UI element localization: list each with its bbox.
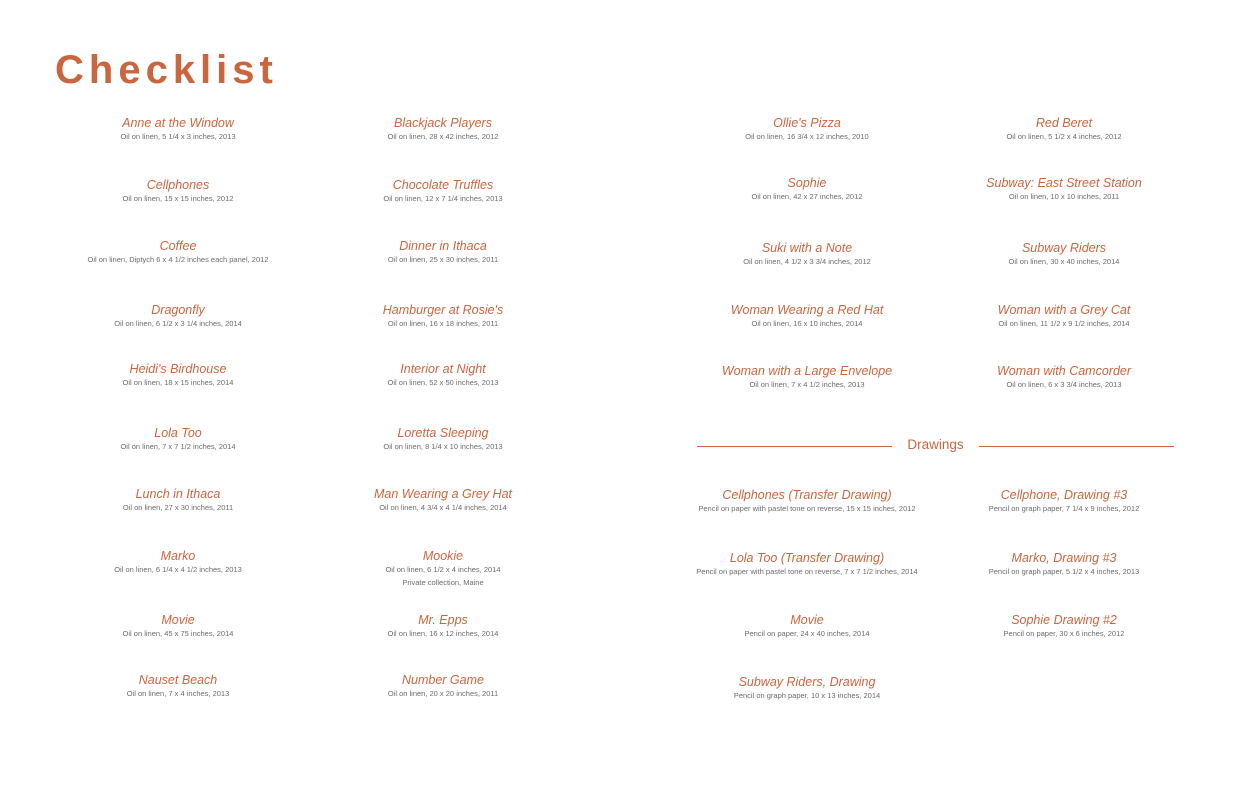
artwork-entry (293, 116, 593, 142)
artwork-title: Coffee (159, 239, 197, 253)
artwork-detail: Oil on linen, 28 x 42 inches, 2012 (387, 132, 499, 141)
artwork-title: Mr. Epps (418, 613, 468, 627)
artwork-title: Movie (161, 613, 195, 627)
artwork-title: Anne at the Window (122, 116, 234, 130)
artwork-title: Woman with Camcorder (996, 364, 1132, 378)
artwork-title: Subway Riders (1021, 241, 1107, 255)
artwork-detail: Oil on linen, 42 x 27 inches, 2012 (751, 192, 863, 201)
artwork-title: Cellphones (Transfer Drawing) (722, 488, 892, 502)
artwork-title: Dinner in Ithaca (399, 239, 487, 253)
artwork-detail: Oil on linen, 10 x 10 inches, 2011 (1008, 192, 1120, 201)
artwork-title: Movie (790, 613, 824, 627)
artwork-detail: Oil on linen, 6 1/2 x 3 1/4 inches, 2014 (114, 319, 242, 328)
divider-line-left (697, 446, 892, 447)
artwork-entry (28, 239, 328, 265)
artwork-title: Lunch in Ithaca (135, 487, 221, 501)
artwork-entry (293, 239, 593, 265)
artwork-title: Marko (160, 549, 196, 563)
artwork-title: Mookie (422, 549, 464, 563)
artwork-detail: Oil on linen, 4 1/2 x 3 3/4 inches, 2012 (743, 257, 871, 266)
artwork-entry (914, 364, 1214, 390)
artwork-title: Subway: East Street Station (986, 176, 1142, 190)
artwork-entry (293, 362, 593, 388)
artwork-entry (657, 241, 957, 267)
artwork-detail: Oil on linen, 5 1/2 x 4 inches, 2012 (1006, 132, 1122, 141)
artwork-detail: Oil on linen, 18 x 15 inches, 2014 (122, 378, 234, 387)
artwork-detail: Oil on linen, 7 x 4 inches, 2013 (126, 689, 230, 698)
artwork-detail: Oil on linen, 16 x 12 inches, 2014 (387, 629, 499, 638)
artwork-title: Loretta Sleeping (397, 426, 489, 440)
artwork-entry (28, 362, 328, 388)
artwork-title: Hamburger at Rosie's (382, 303, 504, 317)
artwork-detail: Pencil on paper, 24 x 40 inches, 2014 (744, 629, 870, 638)
divider-line-right (979, 446, 1174, 447)
artwork-entry (28, 178, 328, 204)
artwork-title: Woman with a Large Envelope (721, 364, 893, 378)
artwork-entry (657, 364, 957, 390)
artwork-detail: Oil on linen, 20 x 20 inches, 2011 (387, 689, 499, 698)
artwork-detail: Oil on linen, 12 x 7 1/4 inches, 2013 (383, 194, 503, 203)
artwork-detail: Oil on linen, 16 3/4 x 12 inches, 2010 (745, 132, 869, 141)
artwork-detail: Pencil on graph paper, 5 1/2 x 4 inches, 2013 (988, 567, 1140, 576)
artwork-detail: Oil on linen, 27 x 30 inches, 2011 (122, 503, 234, 512)
artwork-entry (657, 488, 957, 514)
artwork-detail: Oil on linen, 45 x 75 inches, 2014 (122, 629, 234, 638)
artwork-entry (657, 303, 957, 329)
artwork-entry (914, 241, 1214, 267)
artwork-entry (293, 613, 593, 639)
artwork-entry (293, 673, 593, 699)
artwork-title: Blackjack Players (394, 116, 492, 130)
artwork-detail: Oil on linen, 6 x 3 3/4 inches, 2013 (1006, 380, 1122, 389)
artwork-entry (28, 116, 328, 142)
artwork-entry (914, 551, 1214, 577)
artwork-entry (28, 426, 328, 452)
artwork-detail: Oil on linen, 11 1/2 x 9 1/2 inches, 2014 (998, 319, 1130, 328)
artwork-title: Subway Riders, Drawing (738, 675, 876, 689)
artwork-detail: Oil on linen, 25 x 30 inches, 2011 (387, 255, 499, 264)
artwork-title: Sophie (787, 176, 827, 190)
artwork-title: Suki with a Note (761, 241, 853, 255)
artwork-entry (28, 613, 328, 639)
artwork-entry (293, 178, 593, 204)
artwork-detail: Pencil on graph paper, 7 1/4 x 9 inches, 2012 (988, 504, 1140, 513)
artwork-title: Cellphone, Drawing #3 (1000, 488, 1128, 502)
artwork-detail: Oil on linen, 6 1/2 x 4 inches, 2014 (385, 565, 501, 574)
artwork-note: Private collection, Maine (402, 578, 484, 587)
artwork-detail: Oil on linen, 52 x 50 inches, 2013 (387, 378, 499, 387)
artwork-detail: Oil on linen, 7 x 4 1/2 inches, 2013 (749, 380, 865, 389)
artwork-detail: Oil on linen, 4 3/4 x 4 1/4 inches, 2014 (379, 503, 507, 512)
artwork-detail: Oil on linen, 7 x 7 1/2 inches, 2014 (120, 442, 236, 451)
artwork-entry (293, 549, 593, 588)
artwork-entry (657, 613, 957, 639)
artwork-detail: Oil on linen, 6 1/4 x 4 1/2 inches, 2013 (114, 565, 242, 574)
artwork-title: Nauset Beach (138, 673, 218, 687)
artwork-entry (657, 675, 957, 701)
artwork-title: Woman with a Grey Cat (997, 303, 1131, 317)
artwork-detail: Pencil on graph paper, 10 x 13 inches, 2014 (733, 691, 881, 700)
artwork-detail: Oil on linen, 16 x 10 inches, 2014 (751, 319, 863, 328)
artwork-detail: Pencil on paper with pastel tone on reverse, 7 x 7 1/2 inches, 2014 (696, 567, 918, 576)
artwork-detail: Oil on linen, 30 x 40 inches, 2014 (1008, 257, 1120, 266)
artwork-title: Cellphones (146, 178, 210, 192)
artwork-entry (657, 551, 957, 577)
drawings-section-header (697, 436, 1174, 456)
artwork-entry (914, 488, 1214, 514)
page-title: Checklist (55, 48, 278, 92)
artwork-title: Ollie's Pizza (773, 116, 841, 130)
artwork-title: Chocolate Truffles (392, 178, 494, 192)
artwork-detail: Pencil on paper, 30 x 6 inches, 2012 (1003, 629, 1125, 638)
artwork-title: Red Beret (1035, 116, 1093, 130)
artwork-entry (293, 303, 593, 329)
artwork-entry (28, 549, 328, 575)
artwork-entry (28, 673, 328, 699)
artwork-entry (28, 487, 328, 513)
artwork-entry (914, 176, 1214, 202)
artwork-title: Sophie Drawing #2 (1011, 613, 1117, 627)
artwork-entry (914, 116, 1214, 142)
artwork-detail: Pencil on paper with pastel tone on reverse, 15 x 15 inches, 2012 (698, 504, 916, 513)
artwork-detail: Oil on linen, 8 1/4 x 10 inches, 2013 (383, 442, 503, 451)
artwork-title: Interior at Night (400, 362, 486, 376)
artwork-title: Lola Too (Transfer Drawing) (729, 551, 885, 565)
artwork-detail: Oil on linen, Diptych 6 x 4 1/2 inches each panel, 2012 (87, 255, 269, 264)
artwork-title: Man Wearing a Grey Hat (373, 487, 513, 501)
artwork-entry (28, 303, 328, 329)
artwork-entry (657, 116, 957, 142)
artwork-detail: Oil on linen, 5 1/4 x 3 inches, 2013 (120, 132, 236, 141)
artwork-entry (657, 176, 957, 202)
artwork-title: Number Game (402, 673, 484, 687)
artwork-detail: Oil on linen, 16 x 18 inches, 2011 (387, 319, 499, 328)
drawings-heading: Drawings (907, 437, 964, 452)
artwork-title: Lola Too (154, 426, 202, 440)
artwork-entry (293, 426, 593, 452)
artwork-detail: Oil on linen, 15 x 15 inches, 2012 (122, 194, 234, 203)
artwork-title: Heidi's Birdhouse (129, 362, 227, 376)
artwork-title: Woman Wearing a Red Hat (730, 303, 884, 317)
artwork-entry (293, 487, 593, 513)
artwork-entry (914, 613, 1214, 639)
artwork-title: Marko, Drawing #3 (1011, 551, 1117, 565)
artwork-entry (914, 303, 1214, 329)
artwork-title: Dragonfly (151, 303, 205, 317)
